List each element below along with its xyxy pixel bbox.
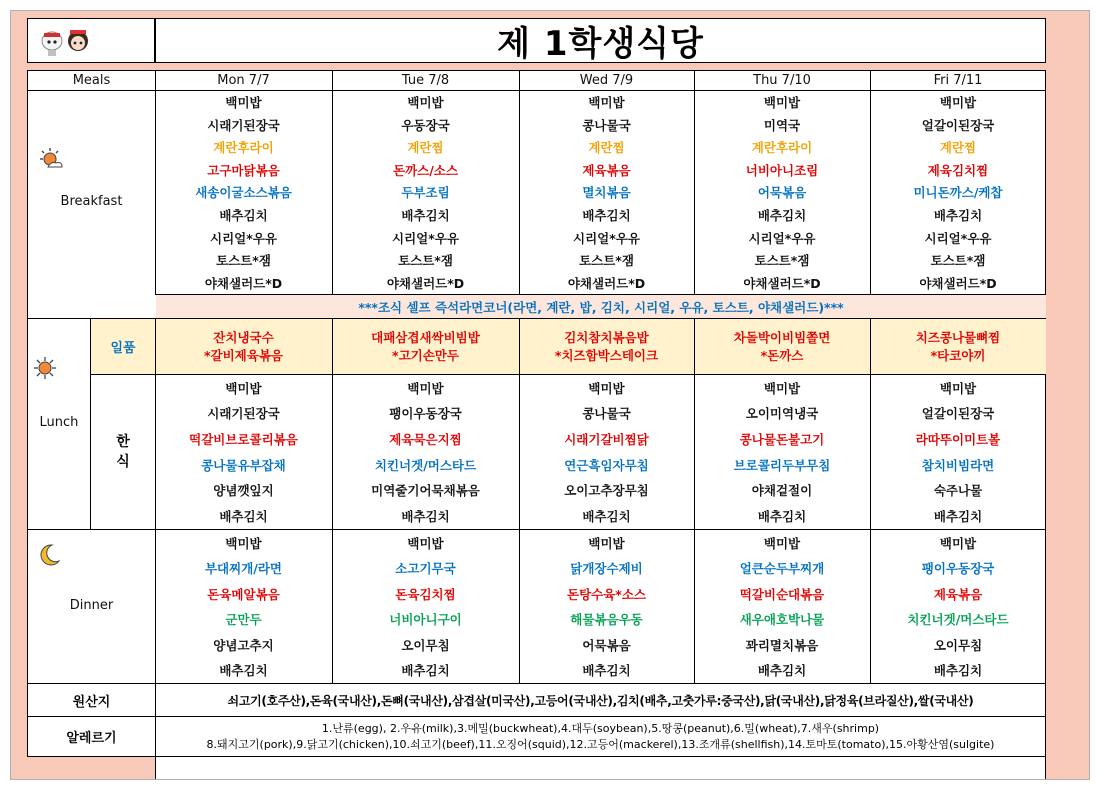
ilpum-menu-tue: 대패삼겹새싹비빔밥 *고기손만두 — [371, 329, 480, 363]
breakfast-day-mon — [155, 91, 332, 294]
menu-item: 군만두 — [225, 612, 262, 628]
dinner-day-mon — [155, 530, 332, 683]
menu-item: 콩나물국 — [582, 117, 631, 133]
breakfast-day-tue — [332, 91, 519, 294]
menu-item: 배추김치 — [219, 663, 268, 679]
menu-item: 우동장국 — [401, 117, 450, 133]
sun-icon — [34, 357, 56, 379]
menu-item: 시리얼*우유 — [748, 230, 816, 246]
menu-item: 배추김치 — [757, 509, 807, 525]
menu-item: 배추김치 — [933, 208, 983, 223]
menu-item: 참치비빔라면 — [921, 457, 995, 473]
menu-item: 꽈리멸치볶음 — [745, 637, 819, 653]
menu-item: 얼갈이된장국 — [921, 117, 995, 133]
day-header: Thu 7/10 — [753, 73, 811, 88]
bottom-strip — [155, 757, 1046, 779]
menu-item: 연근흑임자무침 — [564, 457, 649, 473]
meals-header: Meals — [72, 73, 111, 88]
menu-item: 백미밥 — [588, 95, 625, 111]
allergy-line-2: 8.돼지고기(pork),9.닭고기(chicken),10.쇠고기(beef),11.오징어(squid),12.고등어(mackerel),13.조개류(shellfish),14.토마토(tomato),15.아황산염(sulgite) — [206, 737, 995, 751]
menu-item: 백미밥 — [588, 535, 625, 551]
menu-item: 소고기무국 — [395, 561, 456, 577]
menu-item: 팽이우동장국 — [921, 561, 995, 577]
origin-label: 원산지 — [72, 694, 111, 710]
logo-box — [27, 18, 155, 63]
hansik-day-wed — [519, 375, 694, 529]
menu-item: 백미밥 — [407, 535, 444, 551]
ilpum-menu-mon: 잔치냉국수 *갈비제육볶음 — [204, 329, 283, 363]
menu-item: 백미밥 — [225, 95, 262, 111]
breakfast-label: Breakfast — [60, 194, 123, 209]
menu-item: 멸치볶음 — [582, 185, 631, 201]
menu-item: 백미밥 — [225, 535, 262, 551]
menu-item: 배추김치 — [757, 208, 807, 223]
ilpum-menu-thu: 차돌박이비빔쫄면 *돈까스 — [733, 329, 831, 363]
menu-item: 배추김치 — [219, 208, 268, 223]
menu-item: 시리얼*우유 — [210, 230, 277, 246]
allergy-text — [156, 717, 1045, 756]
menu-item: 야채샐러드*D — [743, 275, 821, 291]
menu-item: 치킨너겟/머스타드 — [374, 457, 477, 473]
menu-item: 백미밥 — [407, 95, 444, 111]
menu-item: 양념깻잎지 — [213, 483, 274, 499]
menu-item: 제육묵은지찜 — [389, 432, 462, 448]
dinner-day-tue — [332, 530, 519, 683]
menu-item: 배추김치 — [401, 663, 450, 679]
menu-item: 백미밥 — [225, 380, 262, 396]
menu-item: 제육김치찜 — [927, 162, 989, 178]
menu-item: 토스트*잼 — [930, 253, 986, 269]
menu-item: 백미밥 — [939, 95, 977, 111]
menu-item: 해물볶음우동 — [570, 612, 643, 628]
menu-item: 팽이우동장국 — [389, 406, 462, 422]
allergy-row — [27, 716, 1046, 757]
menu-item: 제육볶음 — [933, 586, 983, 602]
menu-sheet — [10, 10, 1090, 780]
menu-item: 배추김치 — [582, 208, 631, 223]
day-header: Tue 7/8 — [401, 73, 450, 88]
menu-item: 계란찜 — [407, 140, 444, 156]
dinner-label-cell — [28, 530, 155, 683]
day-header: Wed 7/9 — [579, 73, 634, 88]
dinner-day-thu — [694, 530, 870, 683]
menu-item: 시리얼*우유 — [924, 230, 992, 246]
menu-item: 콩나물돈불고기 — [739, 432, 825, 448]
menu-item: 콩나물국 — [582, 406, 631, 422]
day-header: Mon 7/7 — [217, 73, 270, 88]
menu-item: 너비아니조림 — [745, 162, 819, 178]
ilpum-label: 일품 — [91, 319, 155, 374]
menu-item: 시래기된장국 — [207, 406, 280, 422]
menu-item: 어묵볶음 — [757, 185, 807, 201]
menu-item: 배추김치 — [933, 663, 983, 679]
page-title: 제 1학생식당 — [155, 18, 1046, 63]
menu-item: 야채샐러드*D — [919, 275, 997, 291]
menu-item: 시래기갈비찜닭 — [564, 432, 649, 448]
lunch-label-cell — [28, 319, 90, 529]
breakfast-label-cell — [28, 91, 155, 318]
menu-item: 배추김치 — [401, 208, 450, 223]
breakfast-day-thu — [694, 91, 870, 294]
day-header: Fri 7/11 — [933, 73, 983, 88]
menu-item: 돈육메알볶음 — [207, 586, 280, 602]
menu-item: 배추김치 — [582, 509, 631, 525]
menu-item: 야채샐러드*D — [386, 275, 465, 291]
menu-item: 새우애호박나물 — [739, 612, 825, 628]
menu-item: 백미밥 — [763, 380, 801, 396]
menu-item: 숙주나물 — [933, 483, 983, 499]
menu-item: 떡갈비순대볶음 — [739, 586, 825, 602]
menu-item: 양념고추지 — [213, 637, 274, 653]
menu-item: 브로콜리두부무침 — [733, 457, 831, 473]
menu-item: 오이무침 — [933, 637, 983, 653]
menu-table — [27, 70, 1046, 717]
lunch-label: Lunch — [39, 415, 79, 430]
menu-item: 시리얼*우유 — [392, 230, 459, 246]
breakfast-self-corner-note: ***조식 셀프 즉석라면코너(라면, 계란, 밥, 김치, 시리얼, 우유, 토스트, 야채샐러드)*** — [156, 295, 1046, 318]
hansik-label: 한 식 — [116, 434, 130, 470]
hansik-day-mon — [155, 375, 332, 529]
menu-item: 야채겉절이 — [751, 483, 813, 499]
menu-item: 돈까스/소스 — [393, 162, 458, 178]
menu-item: 새송이굴소스볶음 — [195, 185, 292, 201]
menu-item: 백미밥 — [763, 95, 801, 111]
menu-item: 라따뚜이미트볼 — [915, 432, 1001, 448]
breakfast-day-fri — [870, 91, 1046, 294]
menu-item: 미니돈까스/케찹 — [913, 185, 1003, 201]
menu-item: 계란후라이 — [213, 140, 274, 156]
menu-item: 백미밥 — [407, 380, 444, 396]
sunrise-icon — [38, 147, 64, 171]
crescent-moon-icon — [40, 544, 60, 566]
menu-item: 얼큰순두부찌개 — [739, 561, 825, 577]
menu-item: 토스트*잼 — [398, 253, 453, 269]
menu-item: 야채샐러드*D — [567, 275, 646, 291]
origin-text: 쇠고기(호주산),돈육(국내산),돈뼈(국내산),삼겹살(미국산),고등어(국내산),김치(배추,고춧가루:중국산),닭(국내산),닭정육(브라질산),쌀(국내산) — [227, 693, 974, 708]
menu-item: 돈육김치찜 — [395, 586, 456, 602]
menu-item: 시래기된장국 — [207, 117, 280, 133]
characters-logo-icon — [38, 24, 98, 58]
dinner-day-fri — [870, 530, 1046, 683]
menu-item: 제육볶음 — [582, 162, 631, 178]
menu-item: 백미밥 — [763, 535, 801, 551]
menu-item: 어묵볶음 — [582, 637, 631, 653]
ilpum-menu-wed: 김치참치볶음밥 *치즈함박스테이크 — [554, 329, 659, 363]
menu-item: 배추김치 — [219, 509, 268, 525]
menu-item: 토스트*잼 — [216, 253, 271, 269]
menu-item: 토스트*잼 — [579, 253, 634, 269]
menu-item: 닭개장수제비 — [570, 561, 643, 577]
menu-item: 배추김치 — [933, 509, 983, 525]
menu-item: 오이무침 — [401, 637, 450, 653]
menu-item: 배추김치 — [757, 663, 807, 679]
menu-item: 계란찜 — [939, 140, 977, 156]
menu-item: 토스트*잼 — [754, 253, 810, 269]
menu-item: 계란찜 — [588, 140, 625, 156]
menu-item: 얼갈이된장국 — [921, 406, 995, 422]
hansik-day-fri — [870, 375, 1046, 529]
allergy-label: 알레르기 — [66, 731, 117, 746]
menu-item: 떡갈비브로콜리볶음 — [189, 432, 298, 448]
menu-item: 배추김치 — [401, 509, 450, 525]
menu-item: 계란후라이 — [751, 140, 813, 156]
menu-item: 미역줄기어묵채볶음 — [371, 483, 480, 499]
menu-item: 콩나물유부잡채 — [201, 457, 286, 473]
hansik-day-thu — [694, 375, 870, 529]
hansik-day-tue — [332, 375, 519, 529]
allergy-line-1: 1.난류(egg), 2.우유(milk),3.메밀(buckwheat),4.대두(soybean),5.땅콩(peanut),6.밀(wheat),7.새우(shrimp) — [321, 721, 880, 735]
menu-item: 치킨너겟/머스타드 — [907, 612, 1009, 628]
menu-item: 오이미역냉국 — [745, 406, 819, 422]
menu-item: 미역국 — [763, 117, 801, 133]
menu-item: 백미밥 — [588, 380, 625, 396]
menu-item: 백미밥 — [939, 535, 977, 551]
ilpum-menu-fri: 치즈콩나물뼈찜 *타코야끼 — [915, 329, 1001, 363]
menu-item: 너비아니구이 — [389, 612, 462, 628]
menu-item: 야채샐러드*D — [204, 275, 283, 291]
menu-item: 부대찌개/라면 — [204, 561, 283, 577]
menu-item: 시리얼*우유 — [573, 230, 640, 246]
menu-item: 고구마닭볶음 — [207, 162, 280, 178]
breakfast-day-wed — [519, 91, 694, 294]
menu-item: 오이고추장무침 — [564, 483, 649, 499]
dinner-day-wed — [519, 530, 694, 683]
menu-item: 돈탕수육*소스 — [567, 586, 646, 602]
dinner-label: Dinner — [69, 598, 114, 613]
menu-item: 배추김치 — [582, 663, 631, 679]
menu-item: 백미밥 — [939, 380, 977, 396]
menu-item: 두부조림 — [401, 185, 450, 201]
